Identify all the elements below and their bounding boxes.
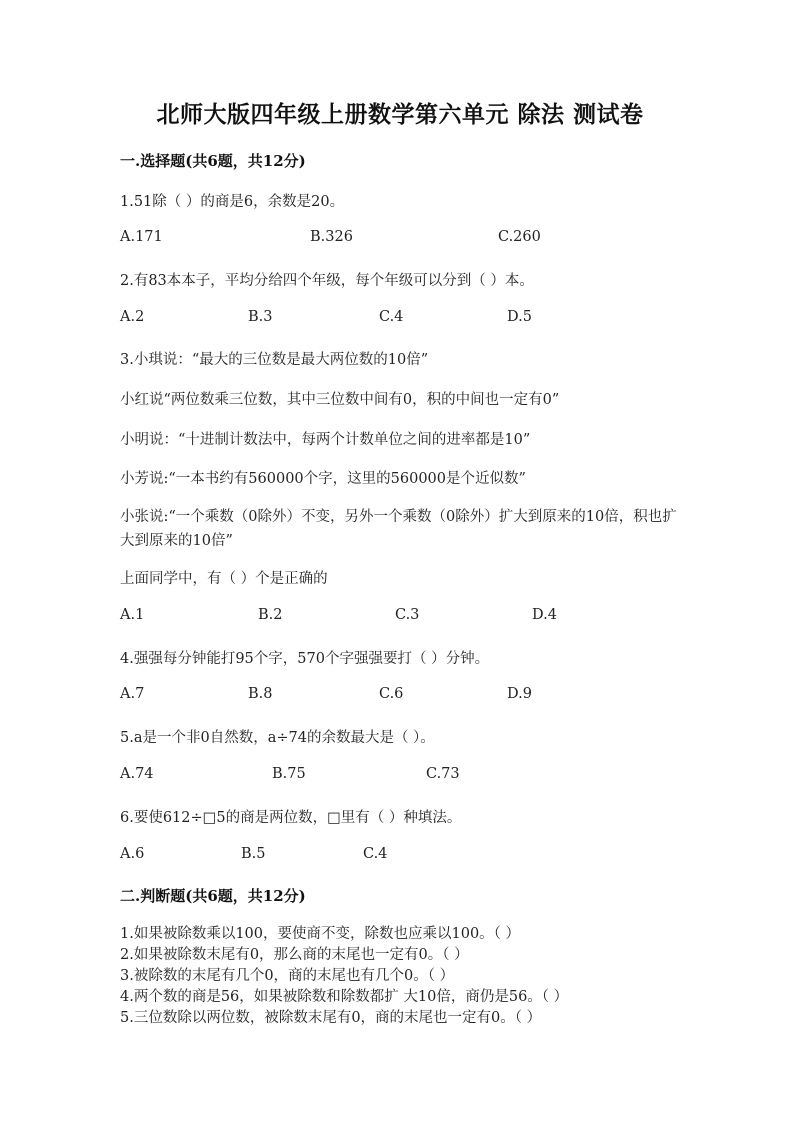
- judge-item-2: 2.如果被除数末尾有0，那么商的末尾也一定有0。（ ）: [120, 947, 469, 963]
- option-c[interactable]: C.260: [498, 229, 541, 245]
- option-c[interactable]: C.3: [395, 607, 420, 623]
- judge-item-3: 3.被除数的末尾有几个0，商的末尾也有几个0。（ ）: [120, 968, 455, 984]
- option-a[interactable]: A.74: [120, 766, 154, 782]
- judge-item-5: 5.三位数除以两位数，被除数末尾有0，商的末尾也一定有0。（ ）: [120, 1010, 542, 1026]
- option-b[interactable]: B.5: [241, 846, 266, 862]
- option-b[interactable]: B.3: [248, 309, 273, 325]
- judge-item-1: 1.如果被除数乘以100，要使商不变，除数也应乘以100。（ ）: [120, 926, 521, 942]
- question-2-stem: 2.有83本本子，平均分给四个年级，每个年级可以分到（ ）本。: [120, 273, 534, 289]
- question-3-line-6: 上面同学中，有（ ）个是正确的: [120, 571, 328, 587]
- judge-item-4: 4.两个数的商是56，如果被除数和除数都扩 大10倍，商仍是56。（ ）: [120, 989, 569, 1005]
- question-3-line-5: 小张说:“一个乘数（0除外）不变，另外一个乘数（0除外）扩大到原来的10倍，积也扩大到原来的10倍”: [120, 509, 677, 549]
- option-c[interactable]: C.4: [363, 846, 388, 862]
- question-6-options: [120, 846, 680, 866]
- question-3-line-2: 小红说“两位数乘三位数，其中三位数中间有0，积的中间也一定有0”: [120, 392, 560, 408]
- option-b[interactable]: B.75: [272, 766, 306, 782]
- question-4-stem: 4.强强每分钟能打95个字，570个字强强要打（ ）分钟。: [120, 651, 490, 667]
- option-d[interactable]: D.4: [532, 607, 557, 623]
- question-3-line-3: 小明说：“十进制计数法中，每两个计数单位之间的进率都是10”: [120, 432, 531, 448]
- question-5-options: [120, 766, 680, 786]
- option-b[interactable]: B.8: [248, 686, 273, 702]
- question-6-stem: 6.要使612÷□5的商是两位数，□里有（ ）种填法。: [120, 810, 462, 826]
- option-c[interactable]: C.4: [379, 309, 404, 325]
- question-1-options: [120, 229, 680, 249]
- section-heading-choice: 一.选择题(共6题，共12分): [120, 152, 306, 170]
- option-a[interactable]: A.2: [120, 309, 145, 325]
- question-5-stem: 5.a是一个非0自然数，a÷74的余数最大是（ ）。: [120, 730, 435, 746]
- option-b[interactable]: B.326: [310, 229, 353, 245]
- option-a[interactable]: A.6: [120, 846, 145, 862]
- option-d[interactable]: D.9: [507, 686, 532, 702]
- question-3-line-4: 小芳说:“一本书约有560000个字，这里的560000是个近似数”: [120, 471, 526, 487]
- question-4-options: [120, 686, 680, 706]
- option-d[interactable]: D.5: [507, 309, 532, 325]
- option-b[interactable]: B.2: [258, 607, 283, 623]
- question-3-options: [120, 607, 680, 627]
- option-a[interactable]: A.171: [120, 229, 163, 245]
- section-heading-judge: 二.判断题(共6题，共12分): [120, 887, 306, 905]
- question-1-stem: 1.51除（ ）的商是6，余数是20。: [120, 194, 345, 210]
- page-title: 北师大版四年级上册数学第六单元 除法 测试卷: [156, 101, 644, 128]
- option-c[interactable]: C.6: [379, 686, 404, 702]
- question-2-options: [120, 309, 680, 329]
- option-a[interactable]: A.7: [120, 686, 145, 702]
- option-c[interactable]: C.73: [426, 766, 460, 782]
- question-3-line-1: 3.小琪说：“最大的三位数是最大两位数的10倍”: [120, 352, 429, 368]
- option-a[interactable]: A.1: [120, 607, 145, 623]
